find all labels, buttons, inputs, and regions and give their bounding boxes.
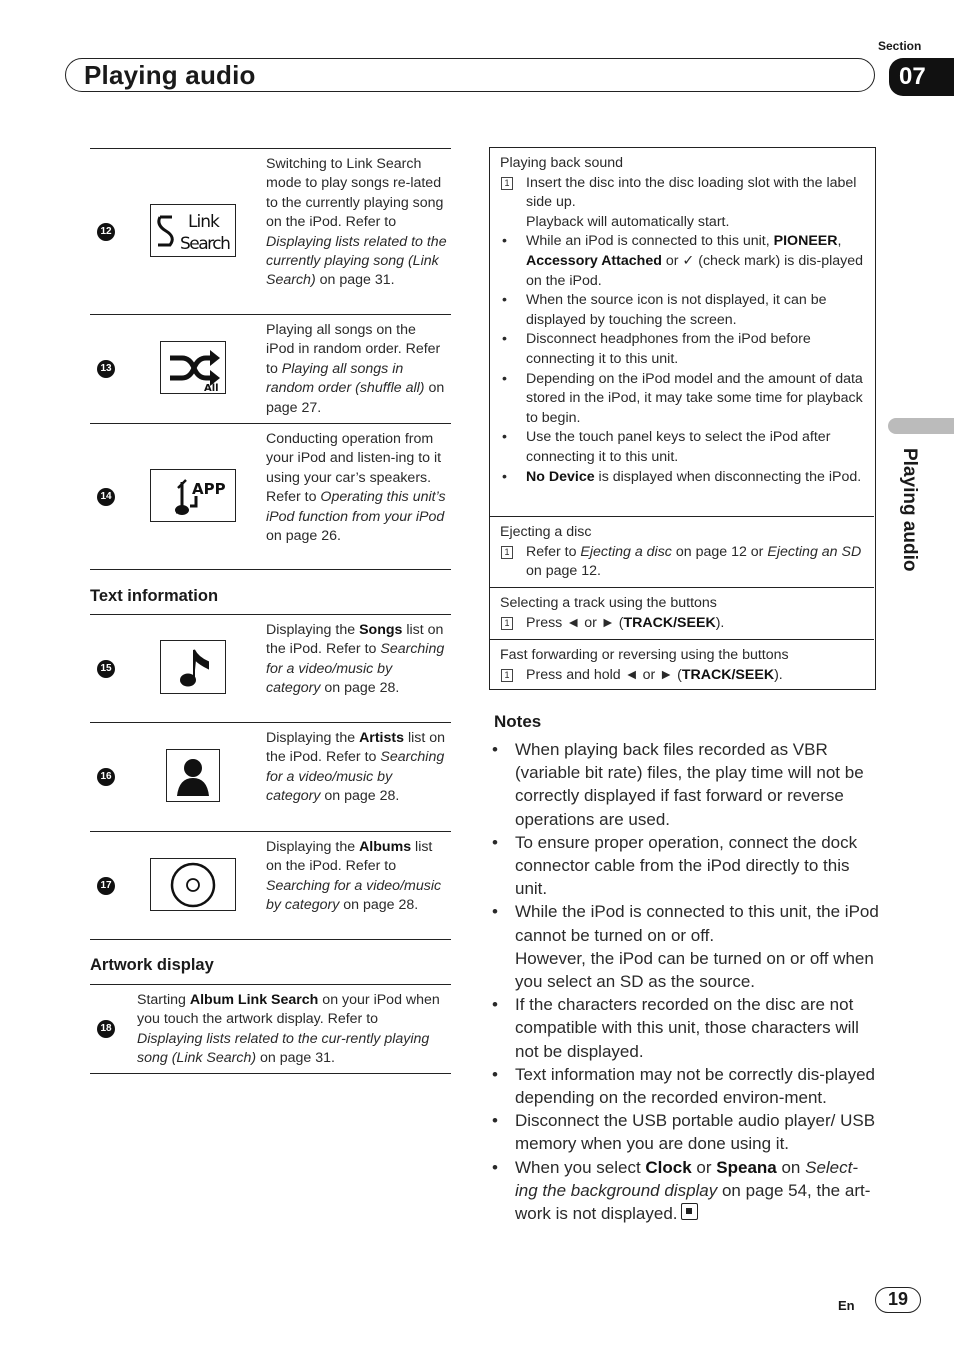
- page-number: 19: [875, 1287, 921, 1313]
- side-tab-marker: [888, 418, 954, 434]
- link-search-icon: [150, 204, 236, 257]
- step-text: Press ◄ or ► (TRACK/SEEK).: [526, 614, 725, 631]
- playback-bullets: [500, 232, 864, 487]
- row-number: 18: [97, 1020, 115, 1038]
- icon-table-top: [90, 148, 451, 570]
- page-title: Playing audio: [84, 60, 256, 90]
- row-description: Displaying the Songs list on the iPod. Refer to Searching for a video/music by category on page 28.: [266, 622, 445, 697]
- note-item: • Disconnect the USB portable audio player/ USB memory when you are done using it.: [490, 1109, 880, 1155]
- language-label: En: [838, 1298, 855, 1313]
- icon-table-text-info: [90, 614, 451, 940]
- select-title: Selecting a track using the buttons: [500, 595, 717, 611]
- bullet-item: • When the source icon is not displayed, it can be displayed by touching the screen.: [500, 291, 864, 330]
- table-row: [90, 831, 451, 940]
- table-row: [90, 722, 451, 831]
- svg-text:APP: APP: [192, 479, 226, 498]
- row-number: 14: [97, 488, 115, 506]
- svg-text:Search: Search: [180, 233, 230, 254]
- title-bar: [65, 58, 875, 92]
- notes-heading: Notes: [494, 712, 542, 731]
- bullet-item: • No Device is displayed when disconnecting the iPod.: [500, 468, 864, 488]
- step-number: 1: [501, 669, 513, 682]
- step-number: 1: [501, 177, 513, 190]
- artwork-display-heading: Artwork display: [90, 956, 214, 974]
- album-disc-icon: [150, 858, 236, 911]
- row-number: 15: [97, 660, 115, 678]
- eject-cell: [490, 516, 874, 587]
- end-of-section-icon: [681, 1203, 698, 1220]
- table-row: [90, 148, 451, 314]
- step-text: Refer to Ejecting a disc on page 12 or Ejecting an SD on page 12.: [526, 543, 862, 580]
- row-description: Displaying the Artists list on the iPod. Refer to Searching for a video/music by category on page 28.: [266, 730, 446, 805]
- artist-icon: [166, 749, 220, 802]
- step-number: 1: [501, 617, 513, 630]
- note-item: • While the iPod is connected to this unit, the iPod cannot be turned on or off. However, the iPod can be turned on or off when you select an SD as the source.: [490, 900, 880, 993]
- row-description: Playing all songs on the iPod in random order. Refer to Playing all songs in random order (shuffle all) on page 27.: [266, 322, 445, 416]
- section-label: Section: [878, 39, 922, 53]
- svg-text:All: All: [204, 382, 219, 392]
- table-row: [90, 984, 451, 1074]
- music-note-icon: [160, 640, 226, 694]
- select-step: [500, 614, 864, 634]
- row-number: 12: [97, 223, 115, 241]
- select-track-cell: [490, 587, 874, 639]
- row-description: Conducting operation from your iPod and listen-ing to it using your car’s speakers. Refer to Operating this unit’s iPod function from your iPod on page 26.: [266, 431, 446, 545]
- section-number-badge: 07: [889, 58, 954, 96]
- row-number: 17: [97, 877, 115, 895]
- step-text: Insert the disc into the disc loading slot with the label side up.: [526, 174, 857, 211]
- operations-box: [489, 147, 876, 690]
- row-description: Displaying the Albums list on the iPod. Refer to Searching for a video/music by category on page 28.: [266, 839, 442, 914]
- bullet-item: • While an iPod is connected to this unit, PIONEER, Accessory Attached or ✓ (check mark) is dis-played on the iPod.: [500, 232, 864, 291]
- side-section-label: Playing audio: [899, 448, 920, 572]
- table-row: [90, 614, 451, 722]
- note-item: • When you select Clock or Speana on Select-ing the background display on page 54, the art-work is not displayed.: [490, 1156, 880, 1226]
- eject-step: [500, 543, 864, 582]
- step-note: Playback will automatically start.: [526, 213, 730, 230]
- step-text: Press and hold ◄ or ► (TRACK/SEEK).: [526, 666, 783, 683]
- shuffle-all-icon: [160, 341, 226, 394]
- ffrew-title: Fast forwarding or reversing using the buttons: [500, 647, 789, 663]
- row-description: Starting Album Link Search on your iPod when you touch the artwork display. Refer to Displaying lists related to the cur-rently playing song (Link Search) on page 31.: [137, 992, 440, 1067]
- svg-text:Link: Link: [188, 211, 219, 232]
- note-item: • Text information may not be correctly dis-played depending on the recorded environ-ment.: [490, 1063, 880, 1109]
- bullet-item: • Disconnect headphones from the iPod before connecting it to this unit.: [500, 330, 864, 369]
- playback-cell: [490, 148, 874, 516]
- table-row: [90, 314, 451, 423]
- app-mode-icon: [150, 469, 236, 522]
- table-row: [90, 423, 451, 570]
- note-item: • If the characters recorded on the disc are not compatible with this unit, those characters will not be displayed.: [490, 993, 880, 1063]
- playback-title: Playing back sound: [500, 155, 624, 171]
- ff-rew-cell: [490, 639, 874, 689]
- playback-step: [500, 174, 864, 233]
- icon-table-artwork: [90, 984, 451, 1074]
- step-number: 1: [501, 546, 513, 559]
- bullet-item: • Depending on the iPod model and the amount of data stored in the iPod, it may take some time for playback to begin.: [500, 370, 864, 429]
- row-number: 13: [97, 360, 115, 378]
- note-item: • To ensure proper operation, connect the dock connector cable from the iPod directly to this unit.: [490, 831, 880, 901]
- note-item: • When playing back files recorded as VBR (variable bit rate) files, the play time will not be correctly displayed if fast forward or reverse operations are used.: [490, 738, 880, 831]
- row-description: Switching to Link Search mode to play songs re-lated to the currently playing song on the iPod. Refer to Displaying lists related to the currently playing song (Link Search) on page 31.: [266, 156, 447, 289]
- bullet-item: • Use the touch panel keys to select the iPod after connecting it to this unit.: [500, 428, 864, 467]
- ffrew-step: [500, 666, 864, 686]
- eject-title: Ejecting a disc: [500, 524, 592, 540]
- row-number: 16: [97, 768, 115, 786]
- notes-list: [490, 738, 880, 1225]
- text-information-heading: Text information: [90, 587, 219, 605]
